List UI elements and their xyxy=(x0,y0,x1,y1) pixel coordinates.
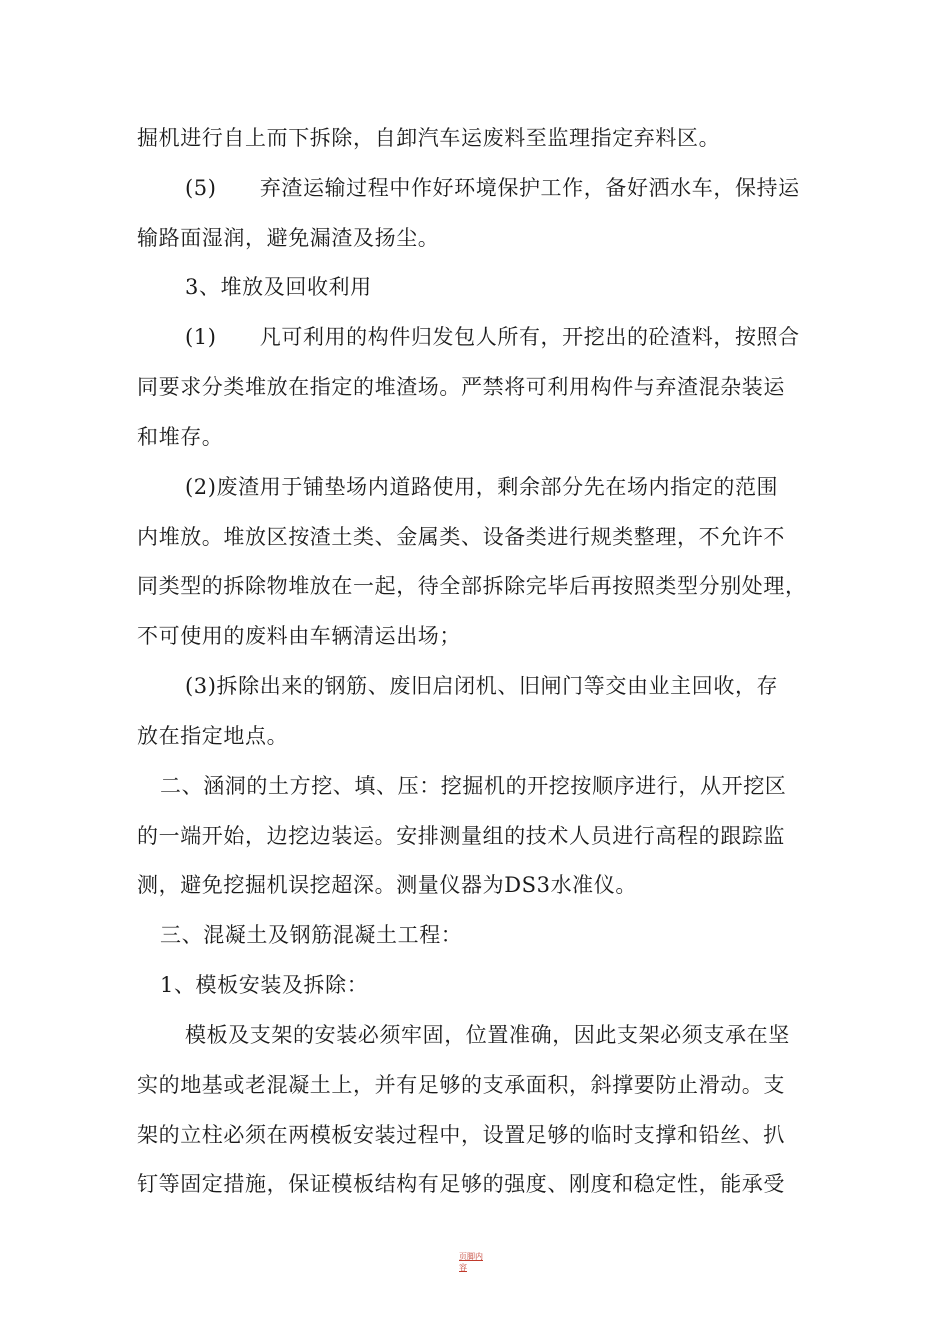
text-line: 放在指定地点。 xyxy=(137,724,289,748)
text-line: 不可使用的废料由车辆清运出场； xyxy=(137,624,461,648)
text-line: 钉等固定措施，保证模板结构有足够的强度、刚度和稳定性，能承受 xyxy=(137,1172,785,1196)
text-line: 模板及支架的安装必须牢固，位置准确，因此支架必须支承在坚 xyxy=(185,1023,790,1047)
text-line: 内堆放。堆放区按渣土类、金属类、设备类进行规类整理，不允许不 xyxy=(137,525,785,549)
text-line: 同要求分类堆放在指定的堆渣场。严禁将可利用构件与弃渣混杂装运 xyxy=(137,375,785,399)
text-line: (5) 弃渣运输过程中作好环境保护工作，备好洒水车，保持运 xyxy=(185,176,800,200)
text-line: 的一端开始，边挖边装运。安排测量组的技术人员进行高程的跟踪监 xyxy=(137,824,785,848)
text-line: (2)废渣用于铺垫场内道路使用，剩余部分先在场内指定的范围 xyxy=(185,475,779,499)
text-line: 同类型的拆除物堆放在一起，待全部拆除完毕后再按照类型分别处理， xyxy=(137,574,807,598)
text-line: 架的立柱必须在两模板安装过程中，设置足够的临时支撑和铅丝、扒 xyxy=(137,1123,785,1147)
text-line: 掘机进行自上而下拆除，自卸汽车运废料至监理指定弃料区。 xyxy=(137,126,721,150)
section-heading: 二、涵洞的土方挖、填、压：挖掘机的开挖按顺序进行，从开挖区 xyxy=(160,774,787,798)
text-line: (3)拆除出来的钢筋、废旧启闭机、旧闸门等交由业主回收，存 xyxy=(185,674,779,698)
text-line: 实的地基或老混凝土上，并有足够的支承面积，斜撑要防止滑动。支 xyxy=(137,1073,785,1097)
section-heading: 1、模板安装及拆除： xyxy=(160,973,369,997)
text-line: 测，避免挖掘机误挖超深。测量仪器为DS3水准仪。 xyxy=(137,873,637,897)
text-line: 和堆存。 xyxy=(137,425,224,449)
text-line: (1) 凡可利用的构件归发包人所有，开挖出的砼渣料，按照合 xyxy=(185,325,800,349)
text-line: 输路面湿润，避免漏渣及扬尘。 xyxy=(137,226,440,250)
section-heading: 3、堆放及回收利用 xyxy=(185,275,372,299)
section-heading: 三、混凝土及钢筋混凝土工程： xyxy=(160,923,463,947)
page-footer: 页脚内容 xyxy=(459,1252,483,1272)
